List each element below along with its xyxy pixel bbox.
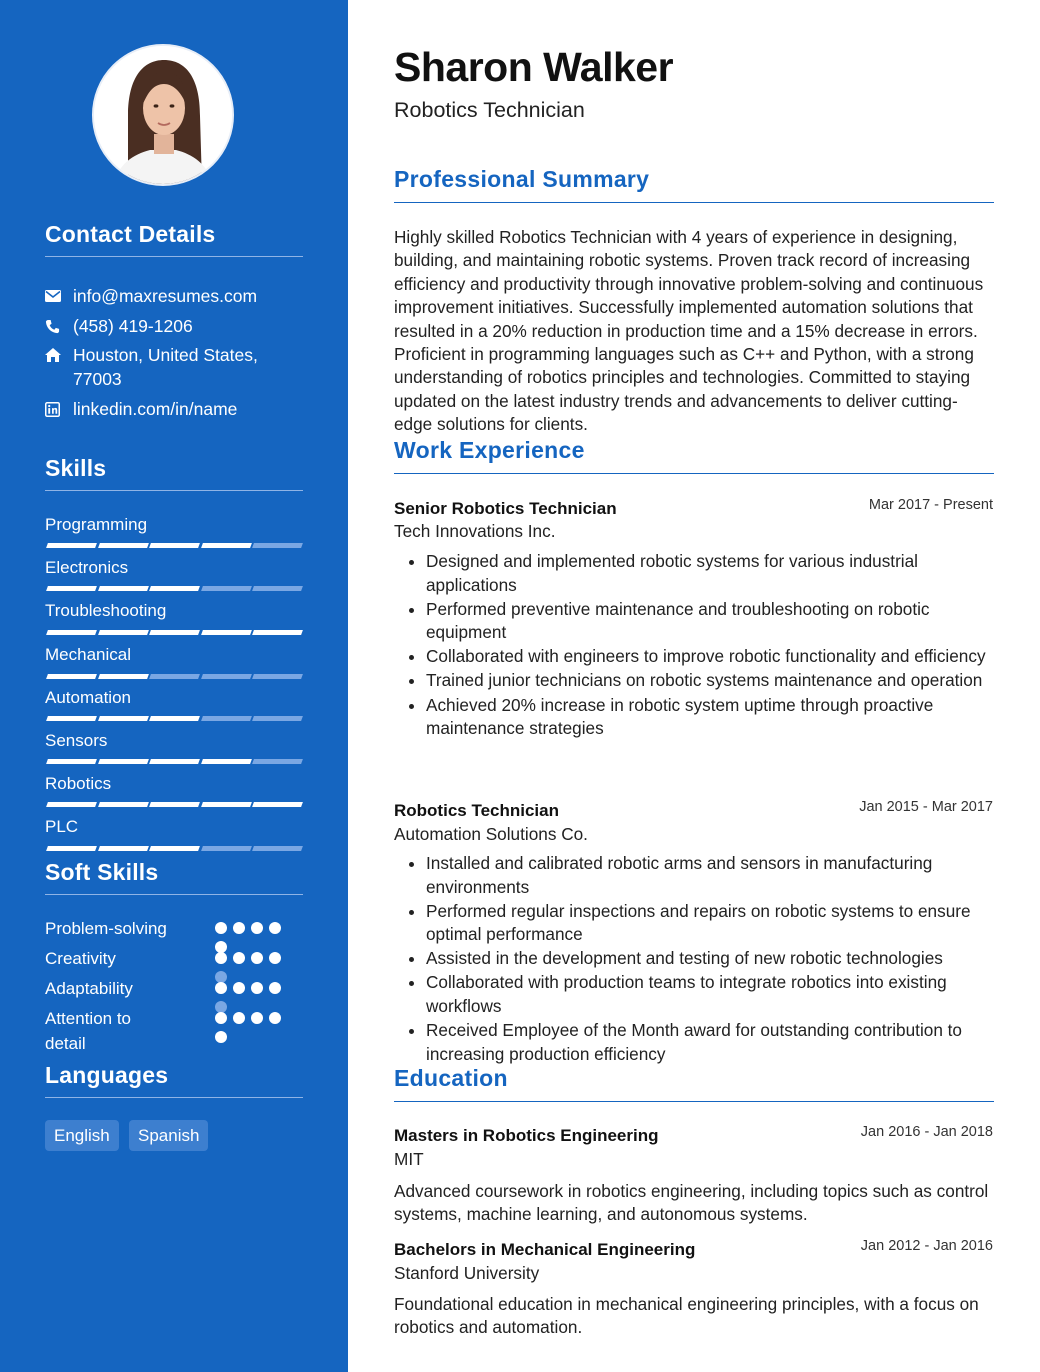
edu-degree: Masters in Robotics Engineering bbox=[394, 1126, 659, 1145]
job-dates: Jan 2015 - Mar 2017 bbox=[859, 799, 993, 815]
soft-dot-filled bbox=[233, 952, 245, 964]
soft-dot-filled bbox=[215, 982, 227, 994]
skill-bar bbox=[45, 586, 303, 592]
skill-segment-filled bbox=[149, 846, 200, 851]
skills-divider bbox=[45, 490, 303, 491]
languages-divider bbox=[45, 1097, 303, 1098]
skill-label: Mechanical bbox=[45, 645, 131, 664]
skill-bar bbox=[45, 630, 303, 636]
soft-skill-label: Adaptability bbox=[45, 979, 133, 998]
skill-segment-filled bbox=[98, 543, 149, 548]
skill-segment-filled bbox=[201, 630, 252, 635]
profile-photo bbox=[92, 44, 234, 186]
edu-dates: Jan 2012 - Jan 2016 bbox=[860, 1238, 993, 1254]
skill-segment-filled bbox=[149, 543, 200, 548]
contact-address bbox=[45, 343, 270, 391]
soft-skills-heading: Soft Skills bbox=[45, 859, 159, 885]
skill-bar bbox=[45, 543, 303, 549]
edu-degree: Bachelors in Mechanical Engineering bbox=[394, 1240, 696, 1259]
skill-label: PLC bbox=[45, 817, 79, 836]
skill-segment-filled bbox=[46, 802, 97, 807]
job-bullet: • Achieved 20% increase in robotic system uptime through proactive maintenance strategies bbox=[426, 694, 994, 741]
job-bullet: • Assisted in the development and testing of new robotic technologies bbox=[426, 947, 994, 971]
skill-segment-filled bbox=[46, 543, 97, 548]
skill-bar bbox=[45, 716, 303, 722]
skill-bar bbox=[45, 846, 303, 852]
skill-segment-filled bbox=[46, 846, 97, 851]
edu-school: MIT bbox=[394, 1149, 424, 1169]
edu-description: Foundational education in mechanical engineering principles, with a focus on robotics and automation. bbox=[394, 1294, 979, 1338]
skills-heading: Skills bbox=[45, 455, 107, 481]
language-chip: English bbox=[45, 1120, 119, 1151]
skill-label: Troubleshooting bbox=[45, 601, 167, 620]
skill-segment-filled bbox=[98, 630, 149, 635]
skill-segment-filled bbox=[98, 846, 149, 851]
candidate-role: Robotics Technician bbox=[394, 98, 585, 122]
skill-segment-empty bbox=[201, 586, 252, 591]
soft-dot-filled bbox=[269, 922, 281, 934]
skill-label: Robotics bbox=[45, 774, 112, 793]
skill-label: Automation bbox=[45, 688, 131, 707]
skill-segment-empty bbox=[252, 759, 303, 764]
skill-segment-filled bbox=[252, 802, 303, 807]
phone-icon bbox=[45, 314, 63, 338]
job-bullet: • Collaborated with engineers to improve robotic functionality and efficiency bbox=[426, 645, 994, 669]
skill-label: Electronics bbox=[45, 558, 129, 577]
soft-dot-filled bbox=[269, 952, 281, 964]
contact-address-text: Houston, United States, 77003 bbox=[73, 345, 258, 389]
soft-skill-label: Attention to detail bbox=[45, 1009, 132, 1053]
skill-segment-empty bbox=[252, 586, 303, 591]
skill-segment-empty bbox=[252, 674, 303, 679]
job-bullet: • Designed and implemented robotic systems for various industrial applications bbox=[426, 550, 994, 597]
contact-linkedin[interactable] bbox=[45, 397, 303, 421]
skill-segment-filled bbox=[149, 586, 200, 591]
soft-dot-filled bbox=[251, 982, 263, 994]
soft-skills-divider bbox=[45, 894, 303, 895]
job-company: Tech Innovations Inc. bbox=[394, 521, 556, 541]
skill-segment-filled bbox=[201, 759, 252, 764]
soft-dot-filled bbox=[251, 952, 263, 964]
contact-divider bbox=[45, 256, 303, 257]
soft-dot-filled bbox=[269, 1012, 281, 1024]
skill-segment-empty bbox=[149, 674, 200, 679]
skill-segment-filled bbox=[98, 759, 149, 764]
job-title: Robotics Technician bbox=[394, 801, 559, 820]
languages-heading: Languages bbox=[45, 1062, 169, 1088]
skill-segment-filled bbox=[98, 802, 149, 807]
skill-segment-filled bbox=[98, 674, 149, 679]
experience-heading: Work Experience bbox=[394, 437, 585, 463]
skill-segment-filled bbox=[46, 586, 97, 591]
skill-segment-filled bbox=[149, 716, 200, 721]
skill-segment-empty bbox=[201, 674, 252, 679]
education-heading: Education bbox=[394, 1065, 508, 1091]
skill-segment-filled bbox=[46, 674, 97, 679]
soft-dot-filled bbox=[251, 1012, 263, 1024]
contact-heading: Contact Details bbox=[45, 221, 216, 247]
skill-segment-filled bbox=[201, 543, 252, 548]
skill-segment-filled bbox=[149, 630, 200, 635]
summary-divider bbox=[394, 202, 994, 203]
skill-segment-filled bbox=[201, 802, 252, 807]
skill-segment-empty bbox=[201, 846, 252, 851]
soft-dot-filled bbox=[233, 1012, 245, 1024]
skill-segment-empty bbox=[252, 543, 303, 548]
skill-segment-filled bbox=[46, 759, 97, 764]
soft-skill-label: Creativity bbox=[45, 949, 116, 968]
main-content bbox=[348, 0, 1040, 1372]
job-bullet: • Installed and calibrated robotic arms and sensors in manufacturing environments bbox=[426, 852, 994, 899]
contact-phone[interactable] bbox=[45, 314, 303, 338]
skill-label: Programming bbox=[45, 515, 148, 534]
job-bullets bbox=[394, 852, 994, 1067]
skill-bar bbox=[45, 674, 303, 680]
job-bullet: • Trained junior technicians on robotic systems maintenance and operation bbox=[426, 669, 994, 693]
job-bullets bbox=[394, 550, 994, 741]
language-chip: Spanish bbox=[129, 1120, 208, 1151]
job-bullet: • Received Employee of the Month award for outstanding contribution to increasing production efficiency bbox=[426, 1019, 994, 1066]
skill-segment-empty bbox=[252, 846, 303, 851]
linkedin-icon bbox=[45, 397, 63, 421]
soft-dot-filled bbox=[233, 982, 245, 994]
home-icon bbox=[45, 343, 63, 367]
contact-phone-text: (458) 419-1206 bbox=[73, 316, 193, 336]
skill-segment-filled bbox=[46, 630, 97, 635]
job-bullet: • Performed regular inspections and repairs on robotic systems to ensure optimal performance bbox=[426, 900, 994, 947]
skill-segment-filled bbox=[98, 586, 149, 591]
contact-linkedin-text: linkedin.com/in/name bbox=[73, 399, 238, 419]
experience-divider bbox=[394, 473, 994, 474]
soft-dot-filled bbox=[215, 1012, 227, 1024]
soft-dot-filled bbox=[269, 982, 281, 994]
edu-description: Advanced coursework in robotics engineering, including topics such as control systems, machine learning, and autonomous systems. bbox=[394, 1181, 989, 1225]
skill-segment-empty bbox=[201, 716, 252, 721]
skill-segment-filled bbox=[149, 759, 200, 764]
job-bullet: • Performed preventive maintenance and troubleshooting on robotic equipment bbox=[426, 598, 994, 645]
summary-text: Highly skilled Robotics Technician with 4 years of experience in designing, building, and maintaining robotic systems. Proven track record of increasing efficiency and productivity through innovative problem-solving and continuous improvement initiatives. Successfully implemented automation solutions that resulted in a 20% reduction in production time and a 15% decrease in errors. Proficient in programming languages such as C++ and Python, with a strong understanding of robotics principles and technologies. Committed to staying updated on the latest industry trends and advancements to deliver cutting-edge solutions for clients. bbox=[394, 227, 984, 435]
soft-dot-filled bbox=[251, 922, 263, 934]
skill-segment-filled bbox=[252, 630, 303, 635]
soft-skill-label: Problem-solving bbox=[45, 919, 167, 938]
soft-dot-filled bbox=[215, 922, 227, 934]
edu-school: Stanford University bbox=[394, 1263, 540, 1283]
education-divider bbox=[394, 1101, 994, 1102]
skill-segment-filled bbox=[46, 716, 97, 721]
skill-label: Sensors bbox=[45, 731, 108, 750]
soft-dot-filled bbox=[215, 1031, 227, 1043]
candidate-name: Sharon Walker bbox=[394, 44, 674, 90]
contact-email[interactable] bbox=[45, 284, 303, 308]
email-icon bbox=[45, 284, 63, 308]
job-dates: Mar 2017 - Present bbox=[868, 497, 993, 513]
job-bullet: • Collaborated with production teams to integrate robotics into existing workflows bbox=[426, 971, 994, 1018]
skill-segment-filled bbox=[149, 802, 200, 807]
skill-bar bbox=[45, 759, 303, 765]
edu-dates: Jan 2016 - Jan 2018 bbox=[860, 1124, 993, 1140]
sidebar bbox=[0, 0, 348, 1372]
job-title: Senior Robotics Technician bbox=[394, 499, 617, 518]
skill-bar bbox=[45, 802, 303, 808]
skill-segment-filled bbox=[98, 716, 149, 721]
soft-dot-filled bbox=[215, 952, 227, 964]
job-company: Automation Solutions Co. bbox=[394, 824, 588, 844]
contact-email-text: info@maxresumes.com bbox=[73, 286, 258, 306]
skill-segment-empty bbox=[252, 716, 303, 721]
summary-heading: Professional Summary bbox=[394, 166, 650, 192]
soft-dot-filled bbox=[233, 922, 245, 934]
